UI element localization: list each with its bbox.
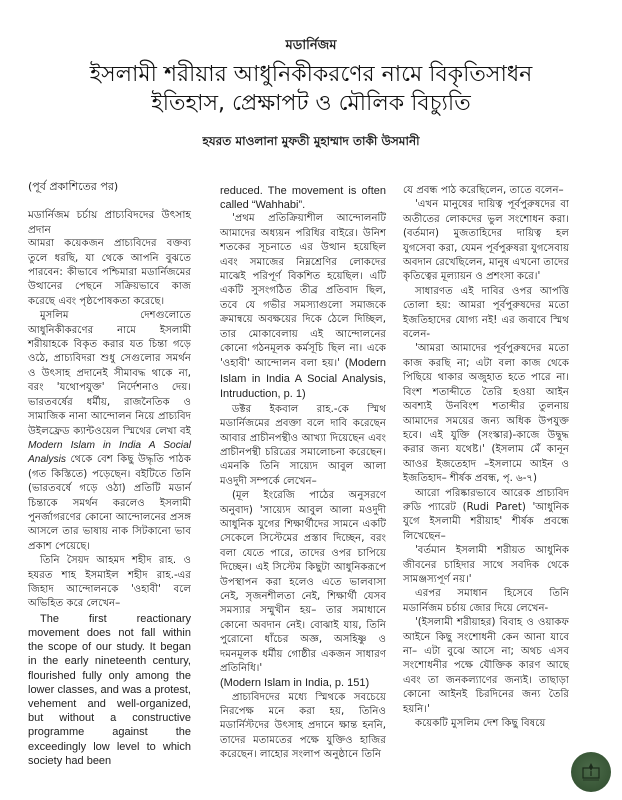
article-title-line1: ইসলামী শরীয়ার আধুনিকীকরণের নামে বিকৃতিসাধন: [89, 62, 533, 87]
english-quote: The first reactionary movement does not fall within the scope of our study. It began in the early nineteenth century, flourished fully only among the lower classes, and was a protest, vehement and well-organized, but without a constructive programme against the exceedingly low level to which society had been: [28, 612, 191, 767]
paragraph: 'এখন মানুষের দায়িত্ব পূর্বপুরুষদের বা অতীতের লোকদের ভুল সংশোধন করা। (বর্তমান) মুজতাহিদের দায়িত্ব হল যুগসেবা করা, যেমন পূর্বপুরুষরা যুগসেবায় অবদান রেখেছিলেন, মানুষ এখনো তাদের কৃতিত্বের মূল্যায়ন ও প্রশংসা করে।': [403, 199, 569, 283]
paragraph: প্রাচ্যবিদদের মধ্যে স্মিথকে সবচেয়ে নিরপেক্ষ মনে করা হয়, তিনিও মডার্নিস্টদের উৎসাহ প্রদানে ক্ষান্ত হননি, তাদের মতামতের পক্ষে যুক্তিও হাজির করেছেন। লাহোর সংলাপ অনুষ্ঠানে তিনি: [220, 691, 386, 761]
citation: (Modern Islam in India, p. 151): [220, 677, 370, 690]
paragraph: ডক্টর ইকবাল রাহ.-কে স্মিথ মডার্নিজমের প্রবক্তা বলে দাবি করেছেন আবার প্রাচীনপন্থীও আখ্যা দিয়েছেন এবং প্রাচীনপন্থী চরিত্রের সমালোচনা করেছেন। এমনকি তিনি সায়্যেদ আবুল আলা মওদুদী সম্পর্কে লেখেন–: [220, 403, 386, 487]
paragraph-text: 'প্রথম প্রতিক্রিয়াশীল আন্দোলনটি আমাদের অধ্যয়ন পরিধির বাইরে। উনিশ শতকের সূচনাতে এর উত্থান হয়েছিল এবং সমাজের নিম্নশ্রেণির লোকদের মাঝেই পরিপূর্ণ বিকশিত হয়েছিল। এটি একটি সুসংগঠিত তীব্র প্রতিবাদ ছিল, তবে যে গভীর সমস্যাগুলো সমাজকে ক্রমান্বয়ে অবক্ষয়ের দিকে ঠেলে দিচ্ছিল, তার মোকাবেলায় এই আন্দোলনের কোনো গঠনমূলক কর্মসূচি ছিল না। একে 'ওহাবী' আন্দোলন বলা হয়।': [220, 213, 386, 370]
column-2: [220, 184, 386, 763]
english-quote-end: reduced. The movement is often called “Wahhabi”.: [220, 185, 386, 212]
paragraph: 'আমরা আমাদের পূর্বপুরুষদের মতো কাজ করছি না; এটা বলা কাজ থেকে পিছিয়ে থাকার অজুহাত হতে পারে না। বিংশ শতাব্দীতে তৈরি হওয়া আইন অবশ্যই উনবিংশ শতাব্দীর তুলনায় আমাদের সময়ের জন্য অধিক উপযুক্ত হবে। এই যুক্তি (সংস্কার)-কাজে উদ্বুদ্ধ করার জন্য যথেষ্ট।' (ইসলাম মেঁ কানূন আওর ইজতেহাদ –ইসলামে আইন ও ইজতিহাদ– শীর্ষক প্রবন্ধ, পৃ. ৬-৭): [403, 343, 569, 485]
article-title-line2: ইতিহাস, প্রেক্ষাপট ও মৌলিক বিচ্যুতি: [151, 91, 471, 116]
paragraph: সাধারণত এই দাবির ওপর আপত্তি তোলা হয়: আমরা পূর্বপুরুষদের মতো ইজতিহাদের যোগ্য নই! এর জবাবে স্মিথ বলেন-: [403, 285, 569, 341]
paragraph: কয়েকটি মুসলিম দেশ কিছু বিষয়ে: [415, 718, 546, 730]
citation: (Modern Islam in India A Social Analysis, Intruduction, p. 1): [220, 357, 386, 401]
paragraph: [28, 309, 191, 554]
paragraph: 'বর্তমান ইসলামী শরীয়ত আধুনিক জীবনের চাহিদার সাথে সবদিক থেকে সামঞ্জস্যপূর্ণ নয়।': [403, 545, 569, 585]
column-1: [28, 180, 191, 768]
author-byline: হযরত মাওলানা মুফতী মুহাম্মাদ তাকী উসমানী: [202, 134, 420, 148]
paragraph: এরপর সমাধান হিসেবে তিনি মডার্নিজম চর্চায় জোর দিয়ে লেখেন-: [403, 588, 569, 614]
paragraph-text: মুসলিম দেশগুলোতে আধুনিকীকরণের নামে ইসলামী শরীয়াহকে বিকৃত করার যত চিন্তা গড়ে ওঠে, প্রাচ্যবিদরা শুধু সেগুলোর সমর্থন ও উৎসাহ প্রদানেই সীমাবদ্ধ থাকে না, বরং 'যথোপযুক্ত' নির্দেশনাও দেয়। ভারতবর্ষের ধর্মীয়, রাজনৈতিক ও সামাজিক নানা আন্দোলন নিয়ে প্রাচ্যবিদ উইলফ্রেড ক্যান্টওয়েল স্মিথের লেখা বই: [28, 310, 191, 437]
paragraph: [220, 212, 386, 402]
paragraph: তিনি সৈয়দ আহমদ শহীদ রাহ. ও হযরত শাহ ইসমাইল শহীদ রাহ.-এর জিহাদ আন্দোলনকে 'ওহাবী' বলে অভিহিত করে লেখেন–: [28, 555, 191, 610]
subheading: মডার্নিজম চর্চায় প্রাচ্যবিদদের উৎসাহ প্রদান: [28, 209, 191, 236]
paragraph: '(ইসলামী শরীয়াহর) বিবাহ ও ওয়াকফ আইনে কিছু সংশোধনী কেন আনা যাবে না– এটা বুঝে আসে না; অথচ এসব সংশোধনীর পক্ষে যৌক্তিক কারণ আছে এবং তা জনকল্যাণের জন্যই। তাছাড়া কোনো আইনই চিরদিনের জন্য তৈরি হয়নি।': [403, 617, 569, 715]
section-label: মডার্নিজম: [285, 38, 337, 53]
column-3: [403, 184, 569, 731]
paragraph-text: থেকে বেশ কিছু উদ্ধৃতি পাঠক (গত কিস্তিতে) পড়েছেন। বইটিতে তিনি (ভারতবর্ষে গড়ে ওঠা) প্রতিটি মডার্ন চিন্তাকে সমর্থন করলেও ইসলামী পুনর্জাগরণের কোনো আন্দোলনের প্রসঙ্গ আসলে তার ভাষায় নাক সিটকানো ভাব প্রকাশ পেয়েছে।: [28, 454, 191, 552]
paragraph: (মূল ইংরেজি পাঠের অনুসরণে অনুবাদ) 'সায়্যেদ আবুল আলা মওদুদী আধুনিক যুগের শিক্ষার্থীদের সামনে একটি সেকেলে সিস্টেমের প্রস্তাব দিচ্ছেন, বরং বলা যেতে পারে, তাদের ওপর চাপিয়ে দিচ্ছেন। এই সিস্টেম কিছুটা আধুনিকরূপে উপস্থাপন করা হলেও এতে ভালবাসা নেই, সৃজনশীলতা নেই, শিক্ষার্থী যেসব সমস্যার সম্মুখীন হয়– তার সমাধানে কোনো অবদান নেই। বোঝাই যায়, তিনি পুরোনো ধাঁচের অজ্ঞ, অসহিষ্ণু ও দমনমূলক ধর্মীয় গোষ্ঠীর একজন সাধারণ প্রতিনিধি।': [220, 490, 386, 674]
emblem-icon: [579, 760, 603, 784]
paragraph: আরো পরিষ্কারভাবে আরেক প্রাচ্যবিদ রুডি প্যারেট (Rudi Paret) 'আধুনিক যুগে ইসলামী শরীয়াহ' শীর্ষক প্রবন্ধে লিখেছেন–: [403, 487, 569, 542]
article-header: [0, 36, 622, 153]
continued-note: (পূর্ব প্রকাশিতের পর): [28, 180, 119, 193]
paragraph: যে প্রবন্ধ পাঠ করেছিলেন, তাতে বলেন–: [403, 185, 564, 196]
paragraph: আমরা কয়েকজন প্রাচ্যবিদের বক্তব্য তুলে ধরছি, যা থেকে আপনি বুঝতে পারবেন: কীভাবে পশ্চিমারা মডার্নিজমের উত্থানের পেছনে সক্রিয়ভাবে কাজ করেছে এবং পৃষ্ঠপোষকতা করেছে।: [28, 238, 191, 307]
publisher-badge[interactable]: [571, 752, 611, 792]
book-title: Modern Islam in India A Social Analysis: [28, 439, 191, 466]
